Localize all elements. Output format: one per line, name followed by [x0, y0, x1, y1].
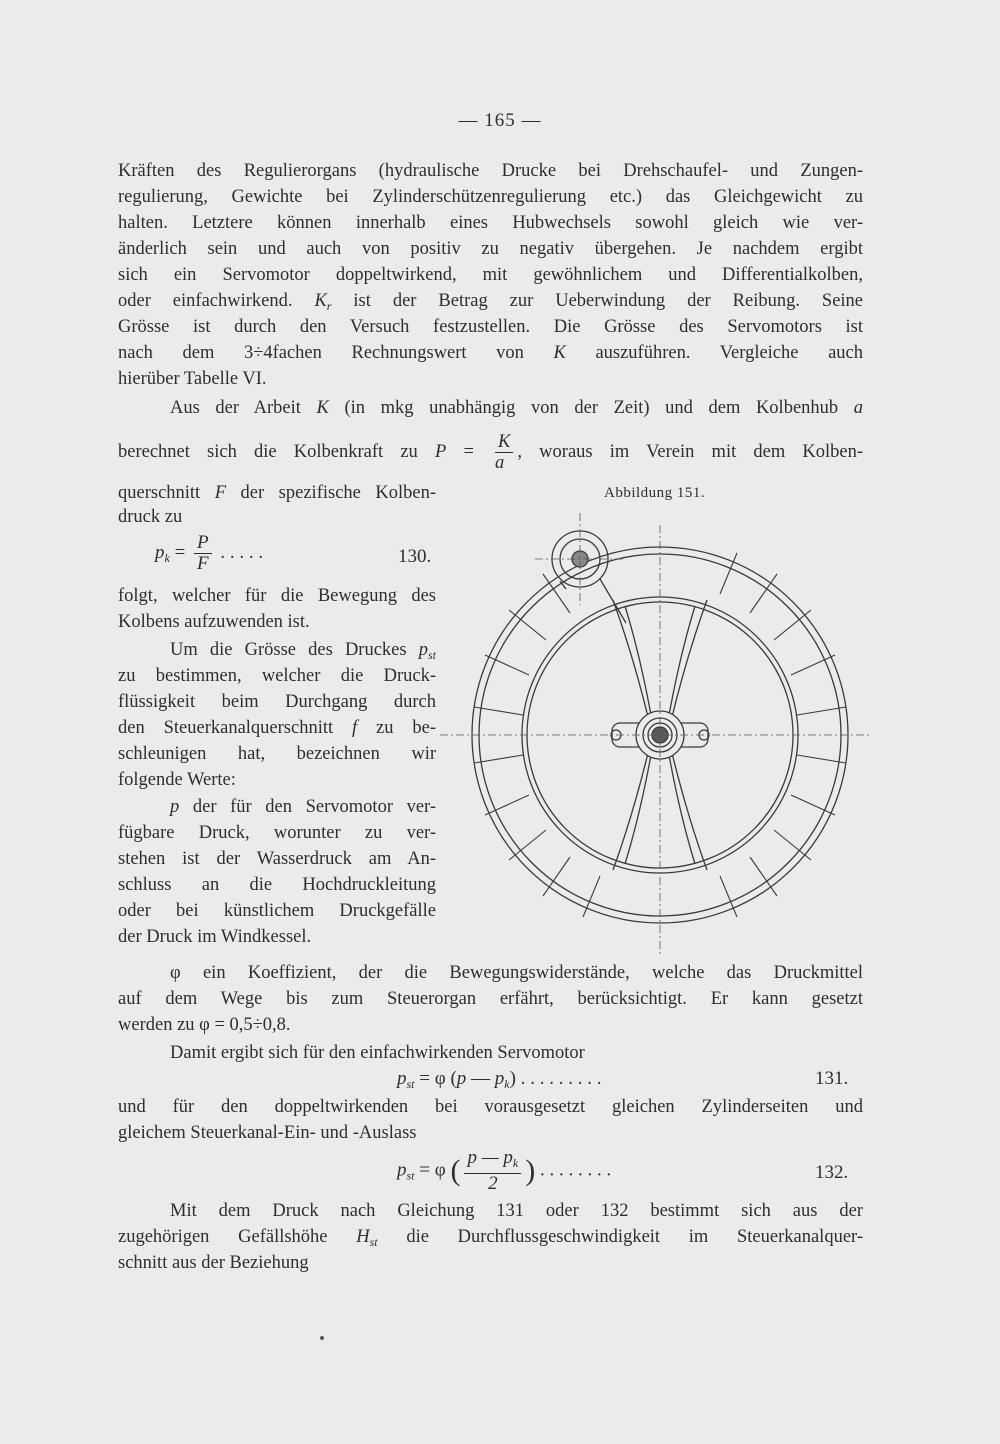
text-line: regulierung, Gewichte bei Zylinderschützenregulierung etc.) das Gleichgewicht zu: [118, 187, 863, 207]
text-line: den Steuerkanalquerschnitt f zu be-: [118, 718, 437, 738]
text-line: nach dem 3÷4fachen Rechnungswert von K auszuführen. Vergleiche auch: [118, 343, 863, 363]
text-line: schluss an die Hochdruckleitung: [118, 875, 436, 895]
text-line: und für den doppeltwirkenden bei vorausgesetzt gleichen Zylinderseiten und: [118, 1097, 863, 1117]
text-line: berechnet sich die Kolbenkraft zu P = $\frac{K}{a}$ , woraus im Verein mit dem Kolben-: [118, 432, 864, 473]
text-line: Kräften des Regulierorgans (hydraulische Drucke bei Drehschaufel- und Zungen-: [118, 161, 863, 181]
text-line: Kolbens aufzuwenden ist.: [118, 612, 310, 632]
equation-132: $p_{st} = \varphi$ ( $\frac{p — p_k}{2}$ ) . . . . . . . .: [397, 1147, 612, 1194]
page-number: — 165 —: [458, 110, 542, 131]
text-line: änderlich sein und auch von positiv zu negativ übergehen. Je nachdem ergibt: [118, 239, 863, 259]
text-line: hierüber Tabelle VI.: [118, 369, 267, 389]
fraction-k-over-a: $\frac{K}{a}$: [495, 432, 513, 473]
text-line: folgende Werte:: [118, 770, 236, 790]
text-line: Damit ergibt sich für den einfachwirkenden Servomotor: [170, 1043, 585, 1063]
equation-number: 130.: [398, 546, 432, 567]
figure-caption: Abbildung 151.: [604, 485, 706, 501]
text-line: flüssigkeit beim Durchgang durch: [118, 692, 436, 712]
text-line: druck zu: [118, 507, 183, 527]
text-line: querschnitt F der spezifische Kolben-: [118, 483, 436, 503]
text-line: halten. Letztere können innerhalb eines Hubwechsels sowohl gleich wie ver-: [118, 213, 863, 233]
equation-number: 131.: [815, 1068, 849, 1089]
text-line: der Druck im Windkessel.: [118, 927, 312, 947]
text-line: sich ein Servomotor doppeltwirkend, mit gewöhnlichem und Differentialkolben,: [118, 265, 863, 285]
text-line: werden zu φ = 0,5÷0,8.: [118, 1015, 291, 1035]
text-line: folgt, welcher für die Bewegung des: [118, 586, 436, 606]
text-line: schnitt aus der Beziehung: [118, 1253, 309, 1273]
text-line: p der für den Servomotor ver-: [170, 797, 437, 817]
text-line: stehen ist der Wasserdruck am An-: [118, 849, 436, 869]
equation-number: 132.: [815, 1162, 849, 1183]
equation-130: $p_k$ = $\frac{P}{F}$ . . . . .: [155, 532, 264, 574]
text-line: zu bestimmen, welcher die Druck-: [118, 666, 436, 686]
text-line: fügbare Druck, worunter zu ver-: [118, 823, 436, 843]
text-line: Grösse ist durch den Versuch festzustellen. Die Grösse des Servomotors ist: [118, 317, 863, 337]
text-line: schleunigen hat, bezeichnen wir: [118, 744, 436, 764]
text-line: φ ein Koeffizient, der die Bewegungswiderstände, welche das Druckmittel: [170, 963, 863, 983]
text-line: Mit dem Druck nach Gleichung 131 oder 132 bestimmt sich aus der: [170, 1201, 863, 1221]
text-line: Aus der Arbeit K (in mkg unabhängig von der Zeit) und dem Kolbenhub a: [170, 398, 864, 418]
figure-servomotor-wheel: [440, 505, 880, 960]
text-line: oder bei künstlichem Druckgefälle: [118, 901, 436, 921]
text-line: oder einfachwirkend. $K_r$ ist der Betrag zur Ueberwindung der Reibung. Seine: [118, 291, 864, 313]
text-line: auf dem Wege bis zum Steuerorgan erfährt, berücksichtigt. Er kann gesetzt: [118, 989, 863, 1009]
text-line: gleichem Steuerkanal-Ein- und -Auslass: [118, 1123, 417, 1143]
equation-131: $p_{st} = \varphi$ (p — $p_k$) . . . . . . . . .: [397, 1068, 602, 1091]
text-line: zugehörigen Gefällshöhe $H_{st}$ die Durchflussgeschwindigkeit im Steuerkanalquer-: [118, 1227, 863, 1249]
text-line: Um die Grösse des Druckes $p_{st}$: [170, 640, 436, 662]
ink-speck: [320, 1336, 324, 1340]
